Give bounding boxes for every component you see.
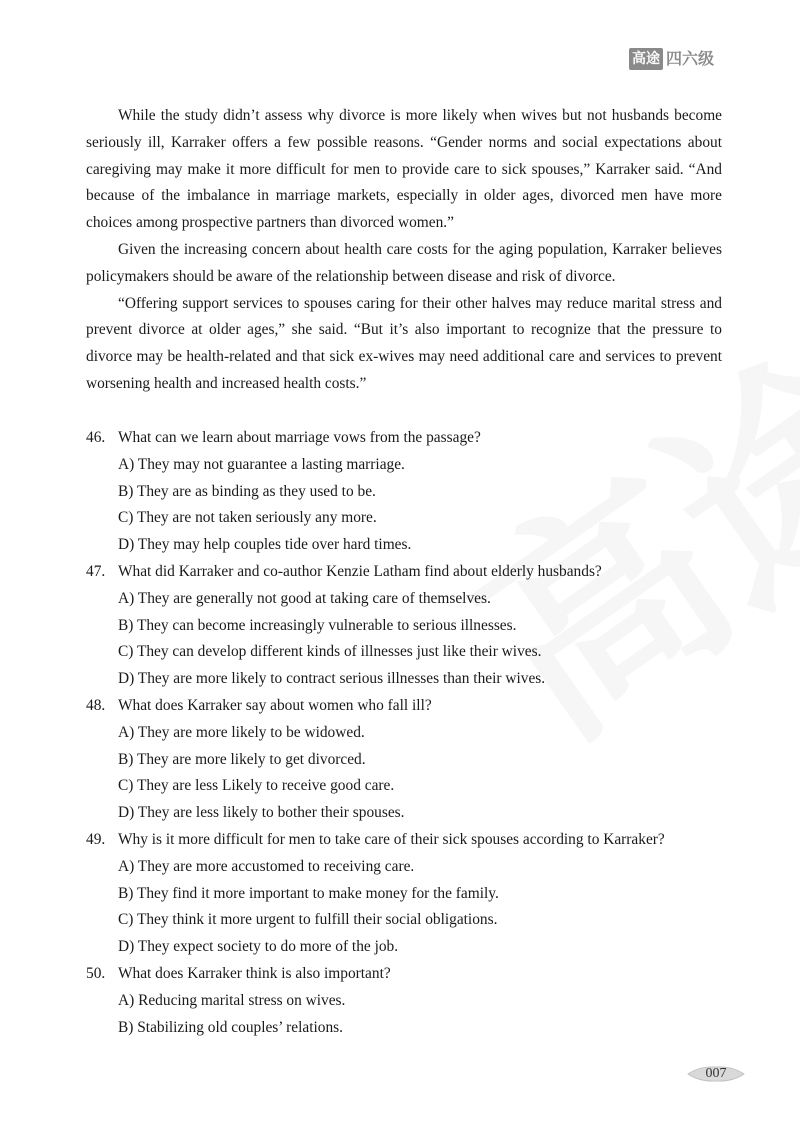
question-stem: What did Karraker and co-author Kenzie Latham find about elderly husbands? bbox=[118, 562, 602, 580]
answer-option: A) They are more likely to be widowed. bbox=[118, 723, 365, 741]
answer-option: C) They can develop different kinds of illnesses just like their wives. bbox=[118, 643, 542, 661]
question-number: 46. bbox=[86, 429, 106, 446]
question-number: 50. bbox=[86, 964, 106, 982]
page-number-text: 007 bbox=[705, 1066, 727, 1081]
gaotu-cet-logo bbox=[629, 48, 714, 70]
answer-option: B) They find it more important to make money for the family. bbox=[118, 884, 499, 902]
question-46 bbox=[86, 425, 722, 559]
question-list bbox=[86, 425, 722, 1041]
answer-option: C) They are not taken seriously any more. bbox=[118, 509, 377, 527]
logo-brand: 高途 bbox=[629, 48, 663, 70]
question-stem: What does Karraker say about women who fall ill? bbox=[118, 696, 432, 714]
answer-option: B) Stabilizing old couples’ relations. bbox=[118, 1018, 343, 1036]
answer-option: C) They think it more urgent to fulfill their social obligations. bbox=[118, 911, 498, 929]
answer-option: A) Reducing marital stress on wives. bbox=[118, 991, 346, 1009]
answer-option: B) They are as binding as they used to be. bbox=[118, 482, 376, 500]
question-number: 49. bbox=[86, 830, 106, 848]
answer-option: B) They can become increasingly vulnerable to serious illnesses. bbox=[118, 616, 517, 634]
answer-option: D) They are less likely to bother their spouses. bbox=[118, 804, 405, 822]
question-stem: Why is it more difficult for men to take care of their sick spouses according to Karraker? bbox=[118, 830, 665, 848]
answer-option: D) They may help couples tide over hard times. bbox=[118, 536, 412, 554]
question-47 bbox=[86, 559, 722, 693]
logo-suffix: 四六级 bbox=[666, 49, 715, 68]
answer-option: A) They may not guarantee a lasting marriage. bbox=[118, 455, 405, 473]
passage-paragraph: “Offering support services to spouses caring for their other halves may reduce marital stress and prevent divorce at older ages,” she said. “But it’s also important to recognize that the pressure to divorce may be health-related and that sick ex-wives may need additional care and services to prevent worsening health and increased health costs.” bbox=[86, 294, 722, 392]
answer-option: C) They are less Likely to receive good care. bbox=[118, 777, 395, 795]
question-48 bbox=[86, 693, 722, 827]
question-stem: What does Karraker think is also important? bbox=[118, 964, 391, 982]
reading-passage bbox=[86, 103, 722, 398]
question-number: 48. bbox=[86, 696, 106, 714]
answer-option: A) They are generally not good at taking care of themselves. bbox=[118, 589, 491, 607]
question-50 bbox=[86, 961, 722, 1041]
question-number: 47. bbox=[86, 562, 106, 580]
passage-paragraph: While the study didn’t assess why divorce is more likely when wives but not husbands become seriously ill, Karraker offers a few possible reasons. “Gender norms and social expectations about caregiving may make it more difficult for men to provide care to sick spouses,” Karraker said. “And because of the imbalance in marriage markets, especially in older ages, divorced men have more choices among prospective partners than divorced women.” bbox=[86, 107, 722, 232]
answer-option: B) They are more likely to get divorced. bbox=[118, 750, 366, 768]
answer-option: D) They expect society to do more of the job. bbox=[118, 938, 399, 956]
page-number bbox=[686, 1064, 746, 1084]
question-stem: What can we learn about marriage vows from the passage? bbox=[118, 429, 481, 446]
answer-option: A) They are more accustomed to receiving care. bbox=[118, 857, 415, 875]
question-49 bbox=[86, 827, 722, 961]
answer-option: D) They are more likely to contract serious illnesses than their wives. bbox=[118, 670, 546, 688]
passage-paragraph: Given the increasing concern about health care costs for the aging population, Karraker believes policymakers should be aware of the relationship between disease and risk of divorce. bbox=[86, 240, 722, 285]
